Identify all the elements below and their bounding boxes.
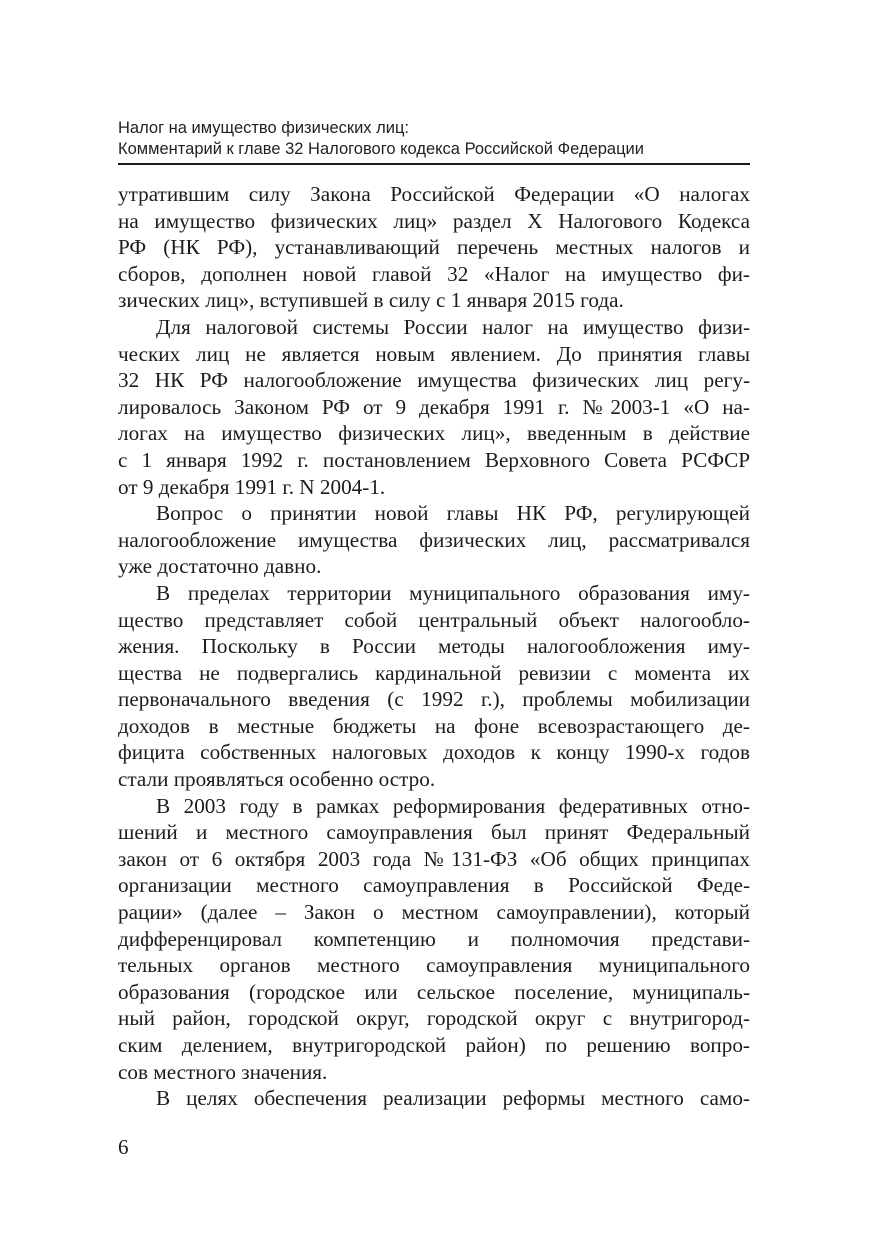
text-line: рации» (далее – Закон о местном самоуправлении), который [118,900,750,925]
text-line: ским делением, внутригородской район) по решению вопро- [118,1033,750,1057]
body-text [118,181,750,1112]
text-line: сов местного значения. [118,1059,328,1084]
text-line: закон от 6 октября 2003 года №131-ФЗ «Об общих принципах [118,846,750,871]
text-line: 32 НК РФ налогообложение имущества физических лиц регу- [118,368,750,393]
paragraph-3 [118,500,750,580]
text-line: налогообложение имущества физических лиц, рассматривался [118,527,750,552]
header-divider [118,163,750,165]
text-line: доходов в местные бюджеты на фоне всевозрастающего де- [118,713,750,738]
text-line: шений и местного самоуправления был принят Федеральный [118,820,750,845]
text-line: организации местного самоуправления в Российской Феде- [118,873,750,898]
text-line: Для налоговой системы России налог на имущество физи- [156,314,750,339]
text-line: щества не подвергались кардинальной ревизии с момента их [118,660,750,685]
text-line: от 9 декабря 1991 г. N 2004-1. [118,474,386,499]
text-line: жения. Поскольку в России методы налогообложения иму- [118,634,750,659]
text-line: тельных органов местного самоуправления муниципального [118,953,750,978]
page-number: 6 [118,1135,129,1159]
text-line: уже достаточно давно. [118,554,322,579]
text-line: зических лиц», вступившей в силу с 1 января 2015 года. [118,288,624,313]
paragraph-5 [118,793,750,1086]
text-line: сборов, дополнен новой главой 32 «Налог на имущество фи- [118,261,750,286]
text-line: логах на имущество физических лиц», введенным в действие [118,421,750,446]
text-line: ный район, городской округ, городской округ с внутригород- [118,1006,750,1031]
paragraph-1 [118,181,750,314]
text-line: фицита собственных налоговых доходов к концу 1990-х годов [118,740,750,765]
header-subtitle: Комментарий к главе 32 Налогового кодекса Российской Федерации [118,140,644,158]
text-line: Вопрос о принятии новой главы НК РФ, регулирующей [156,501,750,526]
text-line: на имущество физических лиц» раздел X Налогового Кодекса [118,208,750,233]
text-line: РФ (НК РФ), устанавливающий перечень местных налогов и [118,235,750,260]
text-line: стали проявляться особенно остро. [118,767,436,792]
header-title: Налог на имущество физических лиц: [118,119,410,137]
text-line: первоначального введения (с 1992 г.), проблемы мобилизации [118,687,750,712]
text-line: В пределах территории муниципального образования иму- [156,580,750,605]
paragraph-2 [118,314,750,500]
text-line: лировалось Законом РФ от 9 декабря 1991 г. №2003-1 «О на- [118,394,750,419]
running-header [118,118,750,160]
paragraph-4 [118,580,750,793]
text-line: образования (городское или сельское поселение, муниципаль- [118,979,750,1004]
text-line: дифференцировал компетенцию и полномочия представи- [118,926,750,951]
text-line: ческих лиц не является новым явлением. До принятия главы [118,341,750,366]
text-line: с 1 января 1992 г. постановлением Верховного Совета РСФСР [118,447,750,472]
text-line: В целях обеспечения реализации реформы местного само- [156,1086,750,1111]
text-line: В 2003 году в рамках реформирования федеративных отно- [156,793,750,818]
paragraph-6 [118,1085,750,1112]
text-line: щество представляет собой центральный объект налогообло- [118,607,750,632]
text-line: утратившим силу Закона Российской Федерации «О налогах [118,182,750,206]
